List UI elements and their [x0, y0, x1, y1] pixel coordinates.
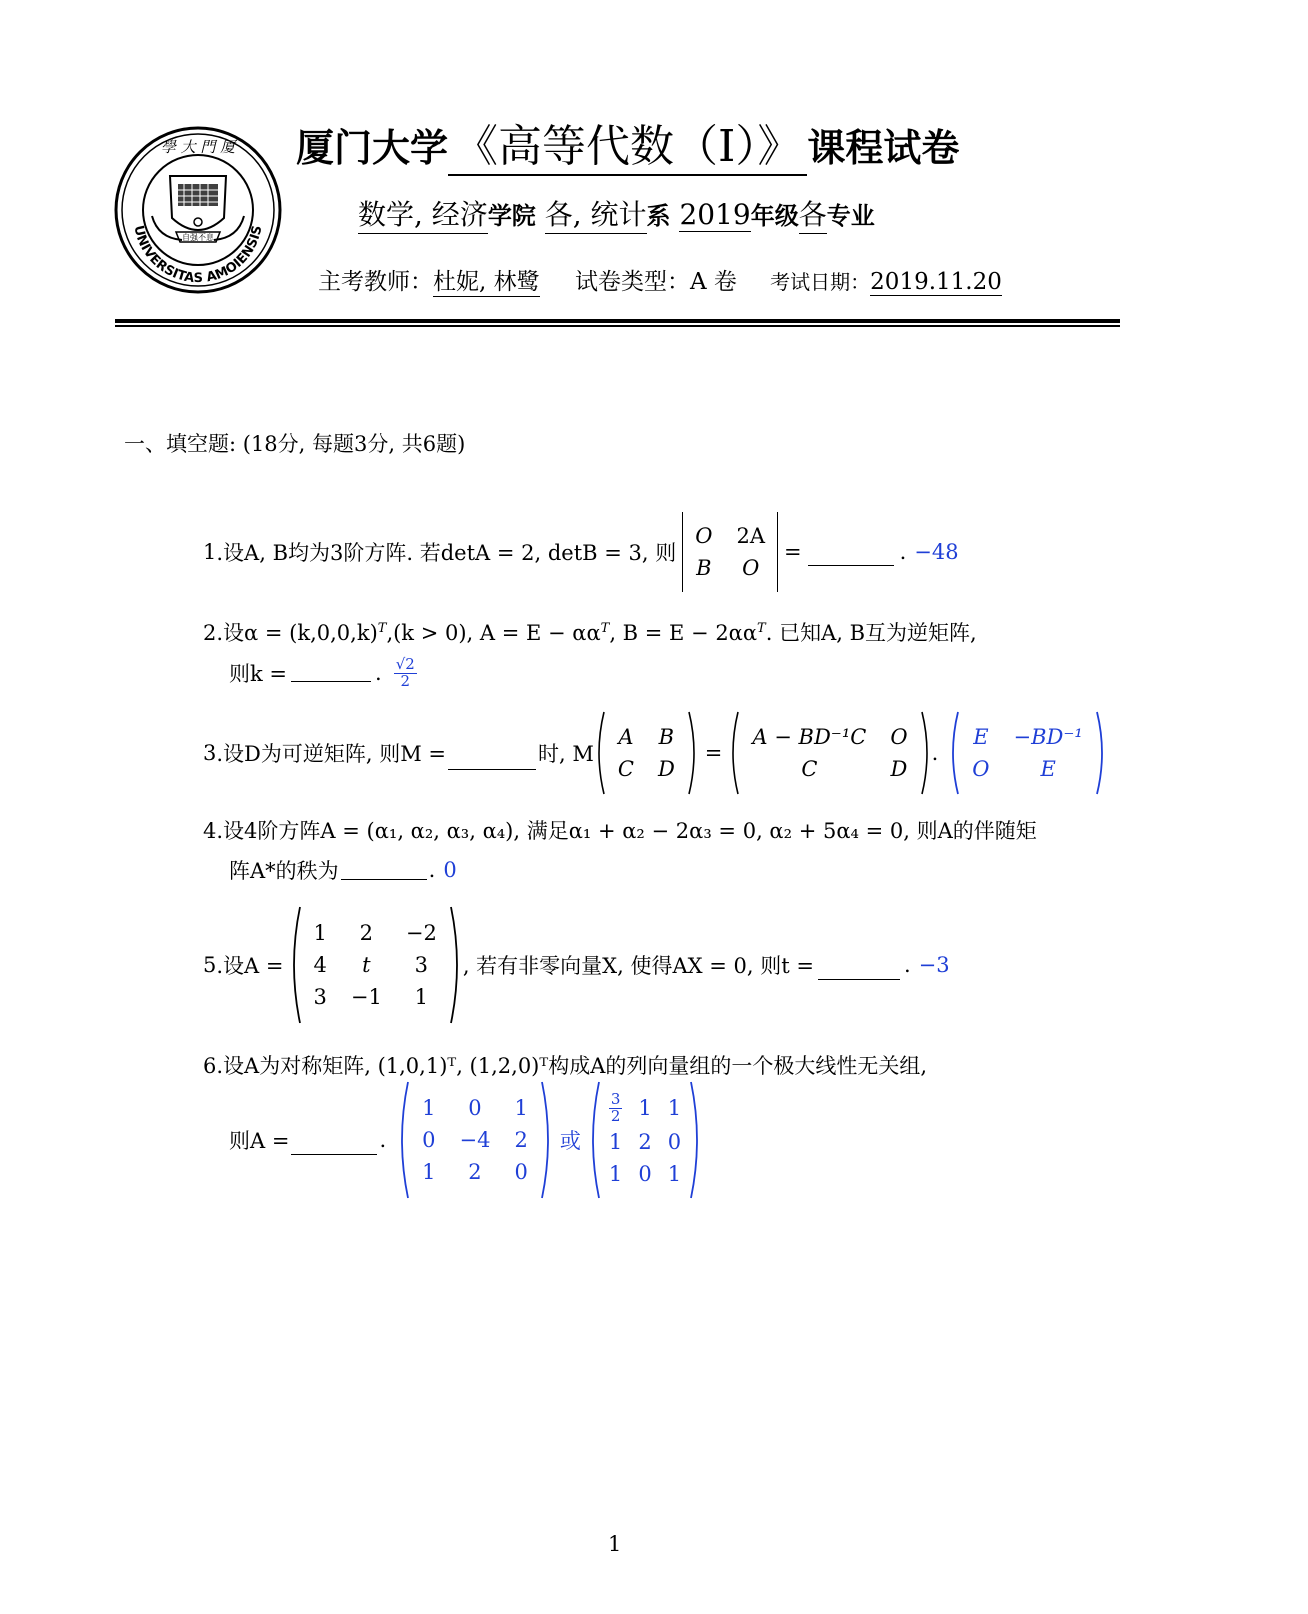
grade-label: 年级 — [750, 202, 799, 230]
major-value: 各 — [799, 193, 827, 234]
question-5 — [203, 905, 950, 1025]
q1-number: 1 — [203, 540, 217, 564]
matrix-cell: 4 — [313, 953, 327, 977]
title-university: 厦门大学 — [296, 126, 449, 170]
q4-line2: 阵A*的秩为 — [229, 859, 339, 883]
matrix-cell: O — [890, 725, 908, 749]
q2-text2: ,(k > 0), A = E − αα — [386, 621, 601, 645]
answer-cell: 1 — [667, 1162, 682, 1187]
college-label: 学院 — [487, 202, 536, 230]
q1-blank — [808, 564, 894, 566]
answer-cell: 1 — [514, 1096, 528, 1120]
university-seal-logo — [112, 126, 284, 294]
major-label: 专业 — [826, 202, 875, 230]
teacher-value: 杜妮, 林鹭 — [433, 263, 540, 297]
seal-top-text: 學 大 門 厦 — [160, 138, 236, 156]
matrix-cell: D — [657, 757, 675, 781]
title-suffix: 课程试卷 — [807, 126, 960, 170]
question-4 — [203, 815, 1037, 845]
q2-sup2: T — [600, 621, 610, 636]
date-value: 2019.11.20 — [870, 269, 1002, 295]
title-course: 《高等代数（I）》 — [448, 110, 807, 176]
matrix-cell: −2 — [405, 921, 437, 945]
section-heading: 一、填空题: (18分, 每题3分, 共6题) — [124, 432, 466, 456]
q5-text: .设A = — [216, 954, 284, 978]
q3-answer-matrix — [948, 710, 1107, 796]
question-2 — [203, 617, 977, 647]
answer-cell: 1 — [667, 1096, 682, 1120]
question-2-line2 — [229, 657, 417, 690]
answer-cell: 0 — [667, 1130, 682, 1155]
q2-text3: , B = E − 2αα — [609, 621, 758, 645]
header-rule-thick — [115, 319, 1120, 323]
answer-cell: 0 — [422, 1128, 436, 1152]
q2-text: .设α = (k,0,0,k) — [216, 621, 378, 645]
q5-blank — [818, 978, 900, 980]
q3-eq: = — [704, 741, 723, 765]
q5-answer: −3 — [918, 953, 950, 977]
date-label: 考试日期： — [770, 270, 871, 294]
matrix-cell: t — [362, 953, 371, 977]
q4-answer: 0 — [443, 858, 457, 882]
q6-answer-matrix-2 — [587, 1080, 703, 1200]
answer-cell: 1 — [422, 1160, 436, 1184]
matrix-cell: 1 — [313, 921, 327, 945]
question-6 — [203, 1050, 927, 1080]
answer-cell: 2 — [638, 1130, 652, 1155]
answer-cell: E — [1040, 757, 1056, 781]
xi-label: 系 — [646, 202, 671, 230]
matrix-cell: B — [658, 725, 675, 749]
q6-period: . — [379, 1128, 387, 1152]
q4-number: 4 — [203, 819, 217, 843]
q6-text: .设A为对称矩阵, (1,0,1)ᵀ, (1,2,0)ᵀ构成A的列向量组的一个极大线性无关组, — [216, 1054, 928, 1078]
q2-blank — [291, 680, 371, 682]
answer-cell: −BD⁻¹ — [1013, 725, 1083, 749]
header-rule-thin — [115, 325, 1120, 327]
q6-answer-matrix-1 — [396, 1080, 554, 1200]
matrix-cell: A − BD⁻¹C — [752, 725, 867, 749]
matrix-cell: A — [618, 725, 634, 749]
page-number: 1 — [608, 1532, 622, 1556]
q6-line2: 则A = — [229, 1129, 290, 1153]
q2-sup: T — [377, 621, 387, 636]
teacher-label: 主考教师： — [318, 269, 433, 295]
exam-subtitle — [358, 193, 875, 234]
q1-equals: = — [784, 540, 802, 564]
exam-meta — [318, 263, 1002, 297]
answer-cell: 0 — [514, 1160, 528, 1184]
q2-text4: . 已知A, B互为逆矩阵, — [765, 621, 977, 645]
matrix-cell: B — [696, 556, 712, 580]
year-value: 2019 — [679, 198, 751, 231]
answer-cell: E — [973, 725, 989, 749]
dept2-value: 各, 统计 — [545, 193, 647, 234]
q2-number: 2 — [203, 621, 217, 645]
matrix-cell: O — [695, 524, 713, 548]
answer-cell: 0 — [638, 1162, 652, 1187]
answer-cell — [601, 1090, 631, 1127]
matrix-cell: D — [890, 757, 908, 781]
question-1 — [203, 512, 959, 592]
answer-cell: 2 — [514, 1128, 528, 1152]
dept-value: 数学, 经济 — [358, 193, 488, 234]
q4-text: .设4阶方阵A = (α₁, α₂, α₃, α₄), 满足α₁ + α₂ − 2α₃ = 0, α₂ + 5α₄ = 0, 则A的伴随矩 — [216, 819, 1037, 843]
q1-determinant — [682, 512, 778, 592]
answer-cell: 0 — [468, 1096, 482, 1120]
question-3 — [203, 710, 1107, 796]
q3-right-matrix — [728, 710, 931, 796]
matrix-cell: C — [801, 757, 818, 781]
q3-number: 3 — [203, 741, 217, 765]
answer-cell: 1 — [608, 1162, 623, 1187]
q6-or: 或 — [559, 1129, 581, 1153]
q5-after: , 若有非零向量X, 使得AX = 0, 则t = — [462, 954, 814, 978]
matrix-cell: 2A — [736, 524, 765, 548]
answer-cell: 2 — [468, 1160, 482, 1184]
matrix-cell: 2 — [359, 921, 374, 945]
answer-cell: 1 — [638, 1096, 652, 1120]
matrix-cell: C — [617, 757, 634, 781]
paper-type-value: A 卷 — [689, 269, 737, 295]
exam-title — [296, 110, 959, 176]
q2-period: . — [375, 661, 382, 686]
question-4-line2 — [229, 855, 457, 885]
question-6-line2 — [229, 1080, 703, 1200]
q5-period: . — [903, 953, 911, 977]
q2-answer-den: 2 — [400, 671, 411, 690]
q6-number: 6 — [203, 1054, 217, 1078]
matrix-cell: −1 — [350, 985, 382, 1009]
q4-period: . — [428, 858, 436, 882]
answer-cell: 1 — [608, 1130, 623, 1155]
q5-matrix — [288, 905, 463, 1025]
q2-answer — [394, 657, 417, 690]
q1-text: .设A, B均为3阶方阵. 若detA = 2, detB = 3, 则 — [216, 541, 677, 565]
matrix-cell: 1 — [414, 985, 429, 1009]
q6-frac — [609, 1089, 623, 1125]
seal-ring-text: UNIVERSITAS AMOIENSIS — [130, 224, 266, 287]
q6-blank — [291, 1153, 377, 1155]
frac-num: 3 — [610, 1089, 621, 1108]
q3-mid: 时, M — [538, 742, 594, 766]
q3-blank — [448, 768, 536, 770]
frac-den: 2 — [610, 1106, 621, 1125]
q3-period: . — [931, 741, 939, 765]
q3-text: .设D为可逆矩阵, 则M = — [216, 742, 447, 766]
matrix-cell: 3 — [313, 985, 327, 1009]
matrix-cell: 3 — [414, 953, 429, 977]
q2-line2: 则k = — [229, 662, 287, 687]
q4-blank — [341, 878, 427, 880]
q2-answer-num: √2 — [395, 655, 415, 673]
q5-number: 5 — [203, 953, 217, 977]
q2-sup3: T — [757, 621, 766, 636]
seal-icon — [112, 126, 284, 294]
answer-cell: O — [972, 757, 990, 781]
q3-left-matrix — [594, 710, 699, 796]
matrix-cell: O — [742, 556, 760, 580]
answer-cell: 1 — [422, 1096, 436, 1120]
answer-cell: −4 — [459, 1128, 491, 1152]
q1-period: . — [899, 540, 907, 564]
q1-answer: −48 — [914, 540, 959, 564]
paper-type-label: 试卷类型： — [574, 269, 690, 295]
seal-ribbon-text: 自强不息 — [182, 233, 214, 242]
